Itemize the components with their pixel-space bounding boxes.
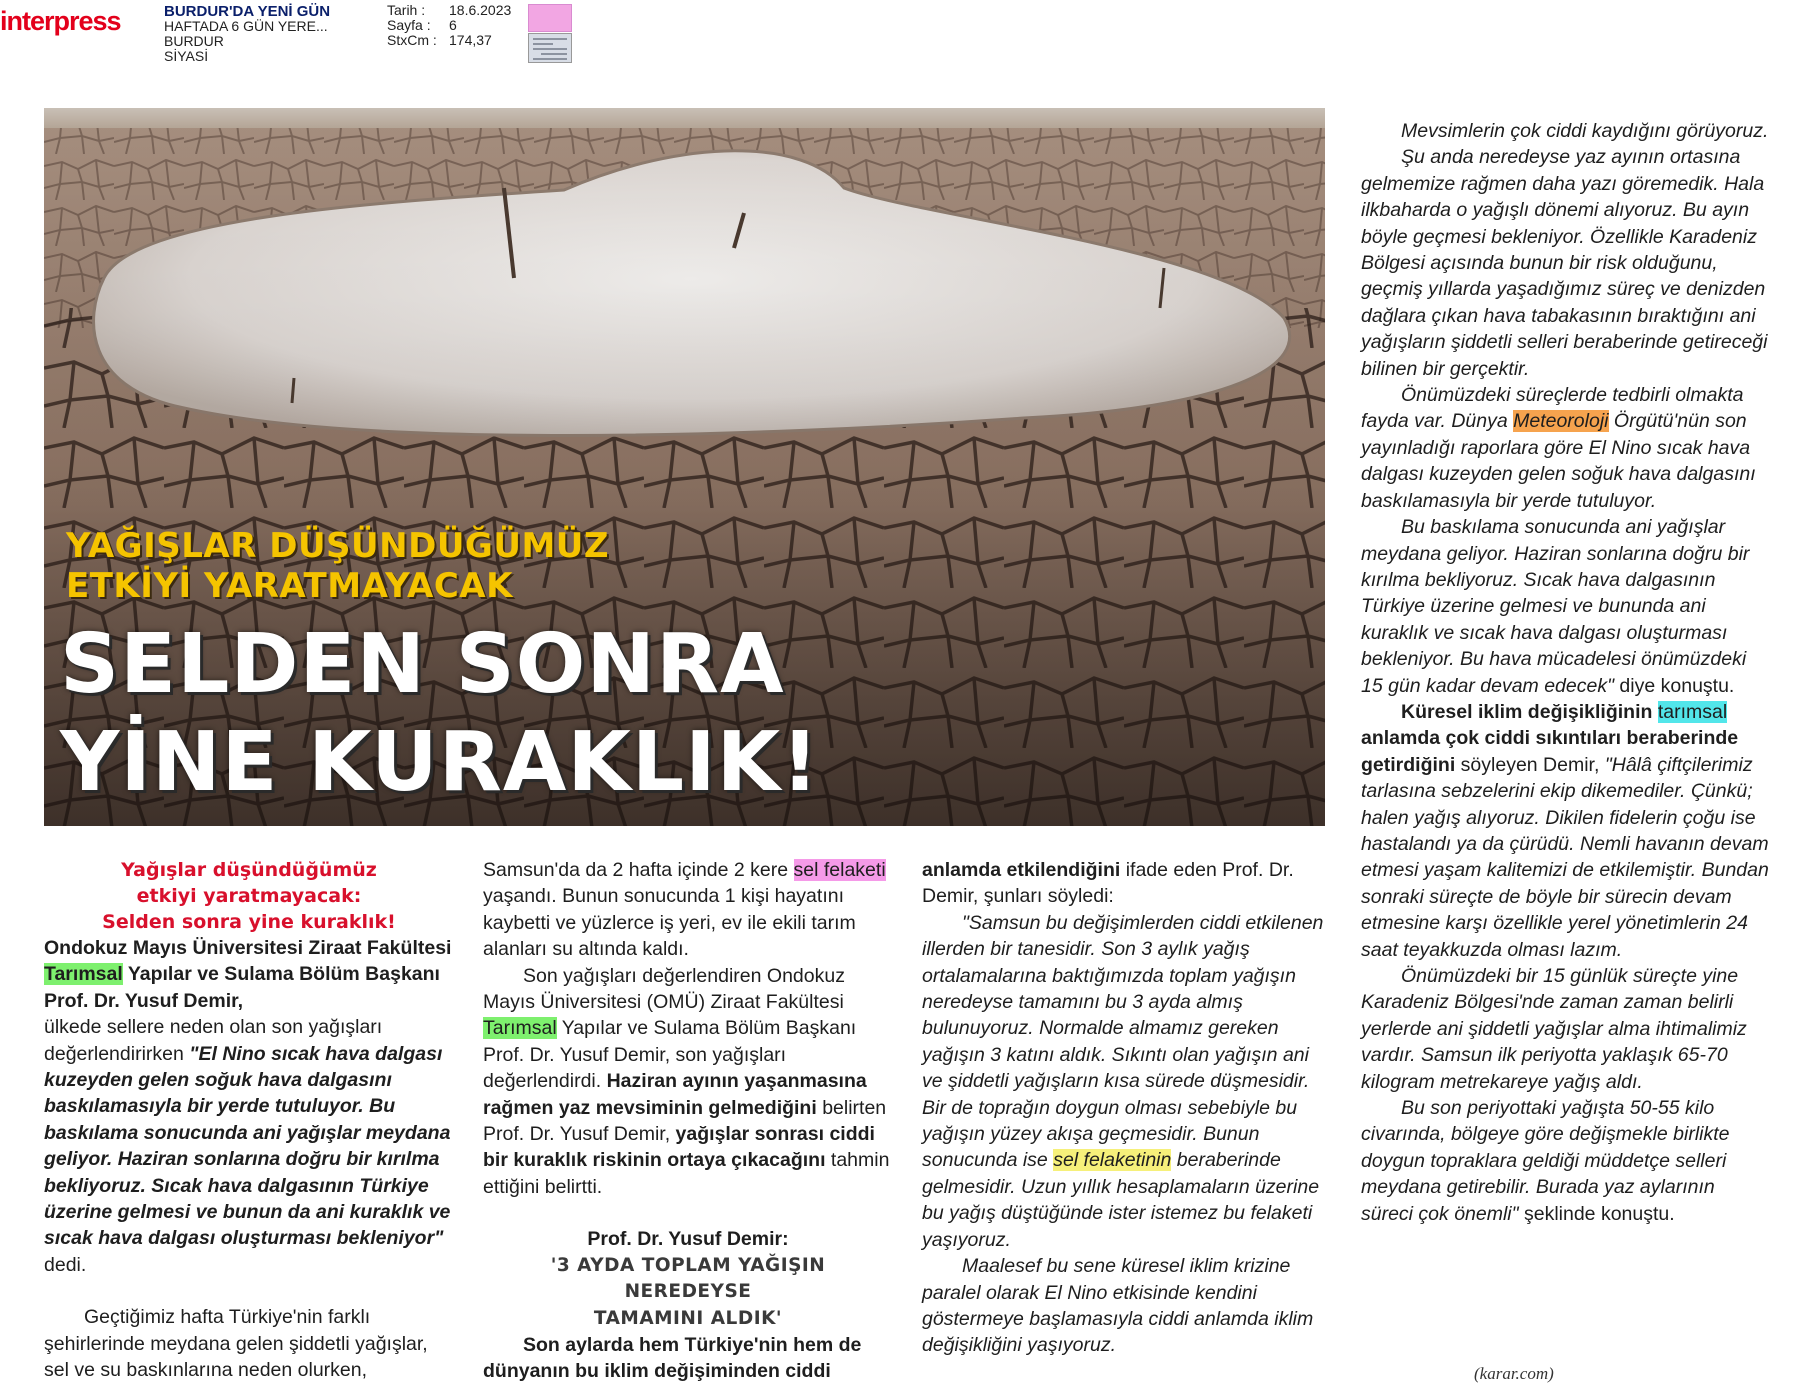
- publication-info: [164, 4, 330, 64]
- paragraph-text: Yapılar ve Sulama Bölüm Başkanı Prof. Dr. Yusuf Demir, son yağışları değerlendirdi.: [483, 1017, 857, 1093]
- paragraph-text: yaşandı. Bunun sonucunda 1 kişi hayatını kaybetti ve yüzlerce iş yeri, ev ile ekili tarım alanları su altında kaldı.: [483, 885, 856, 961]
- quote-paragraph: [1361, 382, 1771, 514]
- paragraph-text: Samsun'da da 2 hafta içinde 2 kere: [483, 859, 794, 881]
- meta-stxcm-row: [387, 33, 511, 48]
- publication-frequency: HAFTADA 6 GÜN YERE...: [164, 18, 328, 34]
- paragraph: Son aylarda hem Türkiye'nin hem de dünyanın bu iklim değişiminden ciddi: [483, 1333, 862, 1383]
- highlight-tarimsal: Tarımsal: [483, 1017, 557, 1040]
- hero-kicker-line-1: YAĞIŞLAR DÜŞÜNDÜĞÜMÜZ: [66, 526, 610, 566]
- paragraph-text: ülkede sellere neden olan son yağışları değerlendirirken: [44, 1016, 383, 1065]
- quote-text: "Hâlâ çiftçilerimiz tarlasına sebzelerini ekip dikemediler. Çünkü; halen yağış alıyoruz. Dikilen fidelerin çoğu ise hastalandı ya da çürüdü. Nemli havanın devam etmesi yaşam kalitemizi de etkilemiştir. Bundan sonraki süreçte de böyle bir sürecin devam etmesine karşı özellikle yerel yönetimlerin 24 saat teyakkuzda olması lazım.: [1361, 753, 1769, 961]
- paragraph: [483, 857, 893, 963]
- paragraph-end: şeklinde konuştu.: [1518, 1202, 1675, 1225]
- quote-paragraph: Şu anda neredeyse yaz ayının ortasına gelmemize rağmen daha yazı göremedik. Hala ilkbaharda o yağışlı dönemi alıyoruz. Bu ayın böyle geçmesi bekleniyor. Özellikle Karadeniz Bölgesi açısında bunun bir risk olduğunu, geçmiş yıllarda yaşadığımız süreç ve denizden dağlara çıkan hava tabakasının bıraktığını ani yağışların şiddetli selleri beraberinde getireceği bilinen bir gerçektir.: [1361, 146, 1768, 380]
- meta-date-value: 18.6.2023: [449, 2, 512, 18]
- quote-text: Bu baskılama sonucunda ani yağışlar meydana geliyor. Haziran sonlarına doğru bir kırılma bekliyoruz. Sıcak hava dalgasının Türkiye üzerine gelmesi ve bununda ani kuraklık ve sıcak hava dalgası oluşturması bekleniyor. Bu hava mücadelesi önümüzdeki 15 gün kadar devam edecek": [1361, 516, 1750, 697]
- paragraph: [483, 963, 893, 1201]
- quote-paragraph: [1361, 1095, 1771, 1227]
- quote-paragraph: [922, 910, 1332, 1253]
- meta-page-row: [387, 18, 511, 33]
- quote-text: "Samsun bu değişimlerden ciddi etkilenen illerden bir tanesidir. Son 3 aylık yağış ortalamalarına baktığımızda toplam yağışın neredeyse tamamını bu 3 ayda almış bulunuyoruz. Normalde almamız gereken yağışın 3 katını aldık. Sıkıntı olan yağışın ani ve şiddetli yağışların kısa sürede düşmesidir. Bir de toprağın doygun olması sebebiyle bu yağışın yüzey akışa geçmesidir. Bunun sonucunda ise: [922, 911, 1324, 1172]
- meta-date-label: Tarih :: [387, 2, 426, 18]
- paragraph-text: belirten Prof. Dr. Yusuf Demir,: [483, 1096, 887, 1146]
- meta-page-label: Sayfa :: [387, 17, 431, 33]
- quote-paragraph: Mevsimlerin çok ciddi kaydığını görüyoruz.: [1401, 120, 1769, 142]
- logo-text: interpress: [0, 6, 121, 36]
- bold-text: Küresel iklim değişikliğinin: [1401, 700, 1658, 723]
- paragraph-text: ifade eden Prof. Dr. Demir, şunları söyledi:: [922, 859, 1294, 908]
- headline: [60, 616, 820, 812]
- paragraph-text: söyleyen Demir,: [1455, 753, 1605, 776]
- article-column-2: [483, 857, 893, 1385]
- article-column-4: [1361, 118, 1771, 1227]
- publication-city: BURDUR: [164, 33, 224, 49]
- quote-text: Önümüzdeki süreçlerde tedbirli olmakta fayda var. Dünya: [1361, 384, 1744, 433]
- meta-stxcm-label: StxCm :: [387, 32, 437, 48]
- headline-line-2: YİNE KURAKLIK!: [60, 715, 820, 810]
- spacer: [44, 1278, 454, 1304]
- subheading-line: '3 AYDA TOPLAM YAĞIŞIN: [550, 1254, 826, 1276]
- article-column-3: [922, 857, 1332, 1359]
- headline-line-1: SELDEN SONRA: [60, 617, 785, 712]
- spacer: [483, 1200, 893, 1226]
- highlight-tarimsal: tarımsal: [1657, 700, 1728, 723]
- publication-section: SİYASİ: [164, 48, 209, 64]
- source-credit: (karar.com): [1474, 1364, 1554, 1383]
- paragraph-end: diye konuştu.: [1614, 674, 1735, 697]
- highlight-meteoroloji: Meteoroloji: [1513, 410, 1609, 433]
- clipping-meta: [387, 3, 511, 48]
- summary-title-line-1: Yağışlar düşündüğümüz: [121, 859, 377, 881]
- paragraph: [1361, 699, 1771, 963]
- bold-text: Haziran ayının yaşanmasına rağmen yaz mevsiminin gelmediğini: [483, 1070, 867, 1119]
- meta-stxcm-value: 174,37: [449, 32, 492, 48]
- highlight-tarimsal: Tarımsal: [44, 963, 123, 986]
- bold-text: anlamda çok ciddi sıkıntıları beraberinde getirdiğini: [1361, 727, 1739, 776]
- article-column-1: [44, 857, 454, 1384]
- paragraph-text: tahmin ettiğini belirtti.: [483, 1149, 890, 1198]
- quote-paragraph: Önümüzdeki bir 15 günlük süreçte yine Karadeniz Bölgesi'nde zaman zaman belirli yerlerde ani şiddetli yağışlar alma ihtimalimiz vardır. Samsun ilk periyotta yaklaşık 65-70 kilogram metrekareye yağış aldı.: [1361, 965, 1747, 1093]
- highlight-sel-felaketi: sel felaketi: [793, 859, 886, 881]
- quote-text: Örgütü'nün son yayınladığı raporlara göre El Nino sıcak hava dalgası kuzeyden gelen soğuk hava dalgasını baskılamasıyla bir yerde tutuluyor.: [1361, 410, 1756, 512]
- highlight-sel-felaketinin: sel felaketinin: [1053, 1149, 1172, 1172]
- subheading-line: TAMAMINI ALDIK': [593, 1307, 783, 1329]
- page-thumbnail[interactable]: [528, 33, 572, 63]
- subheading-line: NEREDEYSE: [624, 1281, 752, 1303]
- color-swatch-thumbnail[interactable]: [528, 4, 572, 32]
- summary-title-line-3: Selden sonra yine kuraklık!: [102, 911, 396, 933]
- paragraph: Geçtiğimiz hafta Türkiye'nin farklı şehirlerinde meydana gelen şiddetli yağışlar, sel ve su baskınlarına neden olurken,: [44, 1306, 428, 1382]
- paragraph-text: Son yağışları değerlendiren Ondokuz Mayıs Üniversitesi (OMÜ) Ziraat Fakültesi: [483, 964, 845, 1014]
- lead-text-2: Yapılar ve Sulama Bölüm Başkanı Prof. Dr. Yusuf Demir,: [44, 963, 440, 1012]
- quote-paragraph: Maalesef bu sene küresel iklim krizine paralel olarak El Nino etkisinde kendini göstermeye başlamasıyla ciddi anlamda iklim değişikliğini yaşıyoruz.: [922, 1255, 1314, 1357]
- publication-name: BURDUR'DA YENİ GÜN: [164, 3, 331, 20]
- hero-image-drought: [44, 108, 1325, 826]
- quote-text: beraberinde gelmesidir. Uzun yıllık hesaplamaların üzerine bu yağış düştüğünde ister istemez bu felaketi yaşıyoruz.: [922, 1149, 1320, 1251]
- paragraph: [44, 1014, 454, 1278]
- hero-kicker-line-2: ETKİYİ YARATMAYACAK: [66, 566, 513, 606]
- subheading-speaker: Prof. Dr. Yusuf Demir:: [587, 1228, 789, 1251]
- lead-paragraph: [44, 935, 454, 1014]
- quote-text: "El Nino sıcak hava dalgası kuzeyden gelen soğuk hava dalgasını baskılamasıyla bir yerde tutuluyor. Bu baskılama sonucunda ani yağışlar meydana geliyor. Haziran sonlarına doğru bir kırılma bekliyoruz. Sıcak hava dalgasının Türkiye üzerine gelmesi ve bunun da ani kuraklık ve sıcak hava dalgası oluşturması bekleniyor": [44, 1042, 451, 1250]
- bold-text: yağışlar sonrası ciddi bir kuraklık riskinin ortaya çıkacağını: [483, 1123, 875, 1172]
- page-thumbnails[interactable]: [528, 4, 572, 63]
- interpress-logo: [0, 6, 128, 38]
- hero-kicker: [66, 526, 609, 606]
- summary-title-line-2: etkiyi yaratmayacak:: [136, 885, 362, 907]
- paragraph-end: dedi.: [44, 1253, 87, 1276]
- quote-text: Bu son periyottaki yağışta 50-55 kilo civarında, bölgeye göre değişmekle birlikte doygun topraklara geldiği müddetçe selleri meydana getirebilir. Burada yaz aylarının süreci çok önemli": [1361, 1097, 1730, 1225]
- paragraph: [922, 857, 1332, 910]
- meta-page-value: 6: [449, 17, 457, 33]
- meta-date-row: [387, 3, 511, 18]
- bold-text: anlamda etkilendiğini: [922, 859, 1121, 881]
- lead-text-1: Ondokuz Mayıs Üniversitesi Ziraat Fakültesi: [44, 937, 452, 959]
- quote-paragraph: [1361, 514, 1771, 699]
